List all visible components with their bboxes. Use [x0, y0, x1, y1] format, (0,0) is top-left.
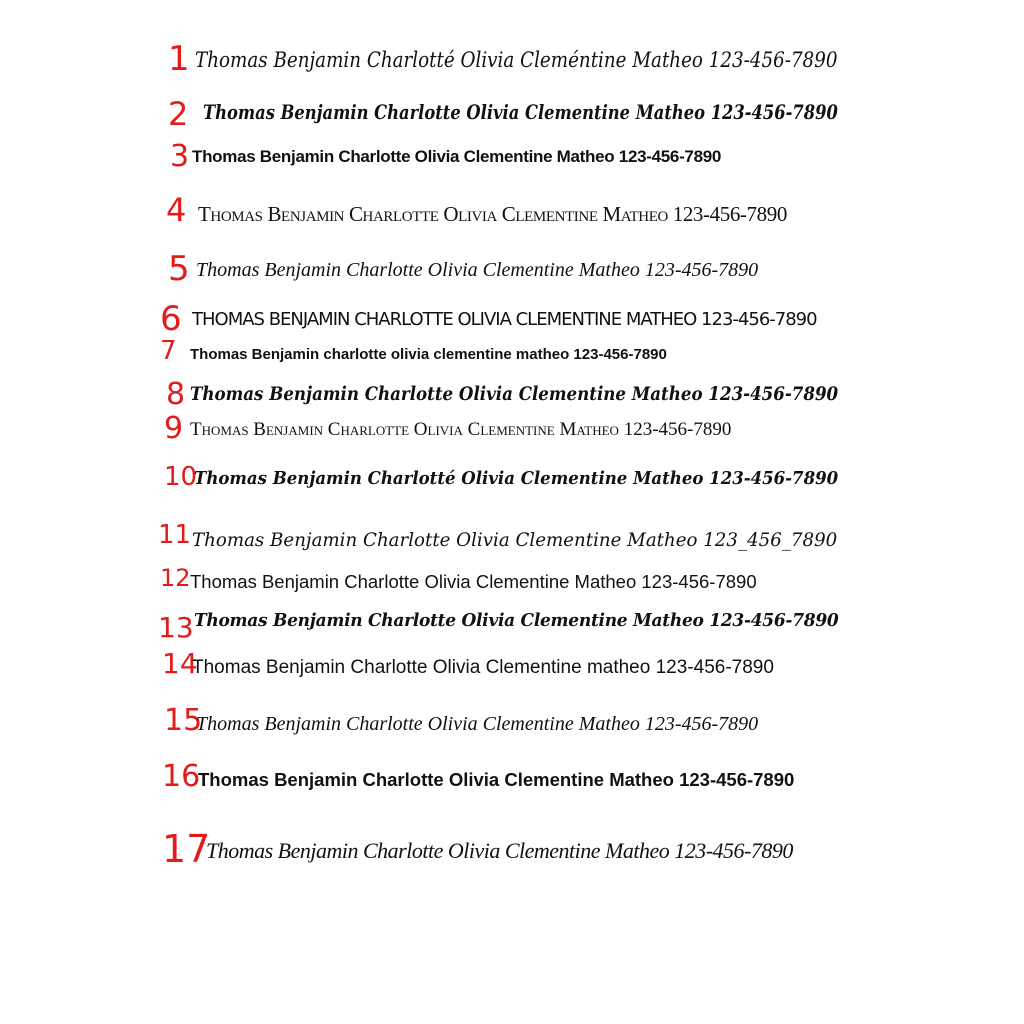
sample-row-9: [0, 411, 1024, 454]
sample-number: 9: [164, 411, 184, 446]
sample-number: 1: [168, 39, 190, 79]
sample-number: 11: [158, 520, 192, 550]
sample-number: 13: [158, 611, 194, 644]
sample-number: 12: [160, 564, 191, 592]
sample-row-15: [0, 703, 1024, 746]
sample-text: THOMAS BENJAMIN CHARLOTTE OLIVIA CLEMENTINE MATHEO 123-456-7890: [192, 309, 817, 330]
sample-row-5: [0, 249, 1024, 292]
sample-text: Thomas Benjamin Charlotte Olivia Clementine Matheo 123-456-7890: [194, 610, 839, 631]
sample-text: Thomas Benjamin Charlotte Olivia Clementine matheo 123-456-7890: [192, 657, 774, 678]
sample-row-16: [0, 759, 1024, 802]
sample-row-13: [0, 608, 1024, 648]
sample-text: Thomas Benjamin Charlotte Olivia Clementine Matheo 123_456_7890: [192, 529, 838, 551]
sample-number: 2: [168, 95, 189, 133]
sample-text: Thomas Benjamin Charlotte Olivia Clementine Matheo 123-456-7890: [198, 769, 795, 790]
sample-number: 6: [160, 299, 182, 339]
sample-row-3: [0, 139, 1024, 182]
sample-text: Thomas Benjamin Charlotte Olivia Clementine Matheo 123-456-7890: [190, 571, 757, 592]
sample-number: 3: [170, 139, 190, 174]
sample-text: Thomas Benjamin charlotte olivia clementine matheo 123-456-7890: [190, 346, 667, 363]
sample-number: 5: [168, 249, 190, 289]
sample-number: 4: [166, 191, 187, 229]
sample-text: Thomas Benjamin Charlotte Olivia Clementine Matheo 123-456-7890: [206, 838, 793, 863]
sample-text: Thomas Benjamin Charlotte Olivia Clementine Matheo 123-456-7890: [196, 713, 759, 735]
sample-row-14: [0, 647, 1024, 690]
sample-number: 16: [162, 759, 201, 794]
sample-row-17: [0, 827, 1024, 871]
sample-number: 7: [160, 336, 177, 366]
sample-text: Thomas Benjamin Charlotte Olivia Clementine Matheo 123-456-7890: [190, 383, 839, 405]
sample-row-1: [0, 39, 1024, 82]
sample-number: 8: [166, 377, 186, 412]
sample-row-11: [0, 522, 1024, 562]
sample-number: 15: [164, 703, 203, 738]
sample-text: Thomas Benjamin Charlotté Olivia Cleméntine Matheo 123-456-7890: [195, 48, 838, 72]
sample-number: 14: [162, 647, 198, 680]
sample-text: Thomas Benjamin Charlotte Olivia Clementine Matheo 123-456-7890: [192, 147, 722, 166]
sample-row-7: [0, 336, 1024, 382]
sample-text: Thomas Benjamin Charlotte Olivia Clementine Matheo 123-456-7890: [196, 259, 759, 281]
sample-row-10: [0, 464, 1024, 504]
sample-row-12: [0, 566, 1024, 606]
sample-number: 17: [162, 827, 211, 871]
sample-text: Thomas Benjamin Charlotte Olivia Clementine Matheo 123-456-7890: [190, 419, 732, 440]
sample-row-4: [0, 191, 1024, 234]
sample-text: Thomas Benjamin Charlotte Olivia Clementine Matheo 123-456-7890: [198, 202, 787, 226]
sample-number: 10: [164, 462, 198, 492]
sample-row-6: [0, 299, 1024, 342]
sample-text: Thomas Benjamin Charlotté Olivia Clementine Matheo 123-456-7890: [194, 468, 839, 489]
sample-row-2: [0, 96, 1024, 136]
sample-row-8: [0, 378, 1024, 418]
sample-text: Thomas Benjamin Charlotte Olivia Clementine Matheo 123-456-7890: [203, 100, 838, 124]
